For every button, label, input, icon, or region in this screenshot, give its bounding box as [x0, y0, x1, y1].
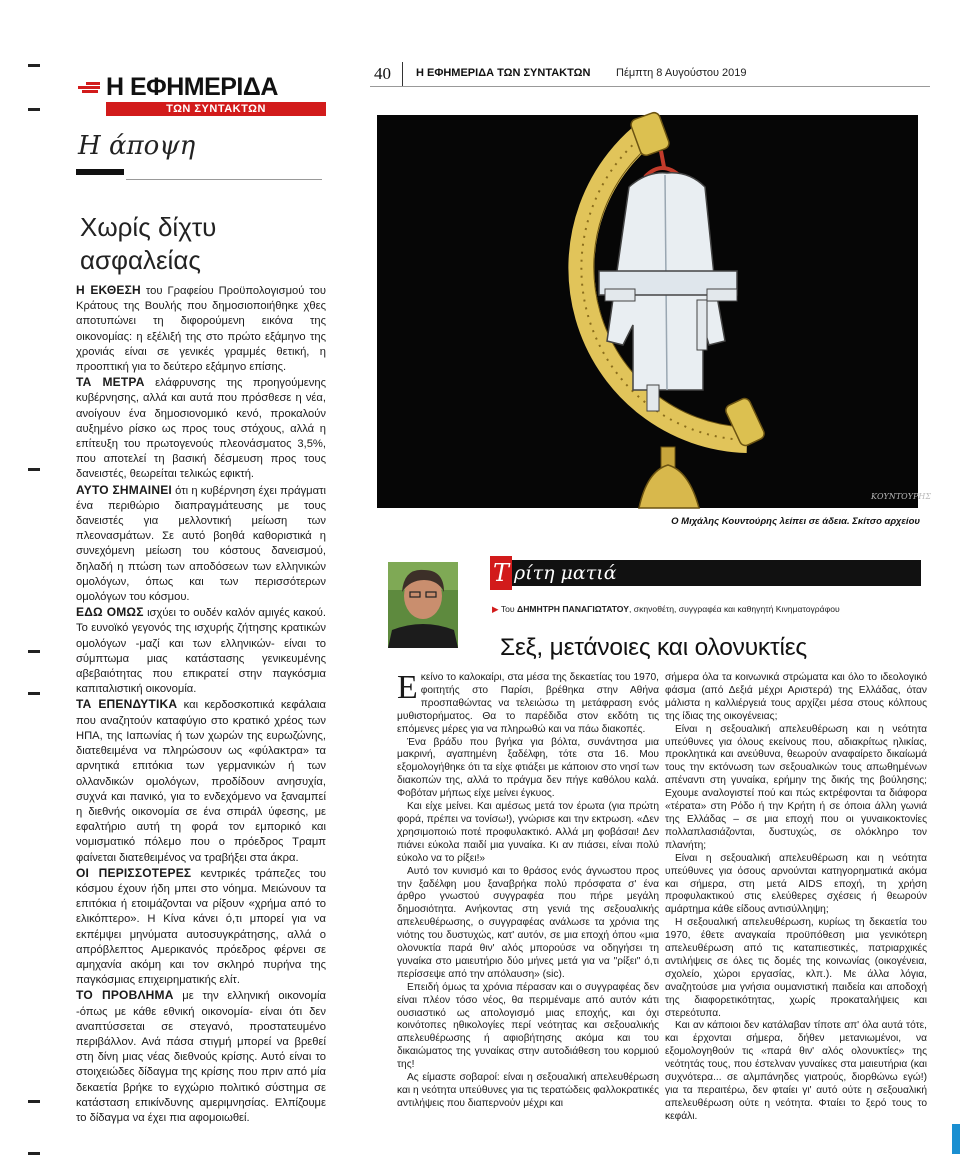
drop-cap: Ε: [397, 669, 418, 706]
section-rule-thin: [126, 179, 322, 180]
article-paragraph: Αυτό τον κυνισμό και το θράσος ενός άγνωστου προς την ξαδέλφη μου ξαναβρήκα πολύ πρόσφατα σ' ένα άρθρο γνωστού συγγραφέα που πήρε μεγάλη δημοσιότητα. Ανήκοντας στη γενιά της σεξουαλικής απελευθέρωσης, ο συγγραφέας ανάλωσε τα χρόνια της νιότης του δυστυχώς, κατ' αυτόν, σε μια εποχή όπου «μια ολονυκτία παρά θιν' αλός μπορούσε να οδηγήσει τη γυναίκα στο μαιευτήριο δύο μήνες μετά για να "ρίξει" ό,τι περίσσεψε από την απόλαυση» (sic).: [397, 865, 659, 980]
section-label: Η άποψη: [78, 131, 196, 161]
column-banner: [490, 560, 921, 586]
cartoon-caption: Ο Μιχάλης Κουντούρης λείπει σε άδεια. Σκίτσο αρχείου: [671, 516, 920, 527]
editorial-paragraph: ΕΔΩ ΟΜΩΣ ισχύει το ουδέν καλόν αμιγές κακού. Το ευνοϊκό γεγονός της ισχυρής ζήτησης κρατικών ομολόγων -μαζί και των ελληνικών- είναι το σύμπτωμα μιας κατάστασης γενικευμένης αβεβαιότητας που επικρατεί στην παγκόσμια καπιταλιστική οικονομία.: [76, 605, 326, 696]
byline-role: , σκηνοθέτη, συγγραφέα και καθηγητή Κινηματογράφου: [628, 604, 840, 614]
article-paragraph: Ας είμαστε σοβαροί: είναι η σεξουαλική απελευθέρωση και η νεότητα υπεύθυνες για τις τερατώδεις φαλλοκρατικές αντιλήψεις που διαπερνούν μέχρι και: [397, 1072, 659, 1109]
article-paragraph: Η σεξουαλική απελευθέρωση, κυρίως τη δεκαετία του 1970, έθετε αναγκαία προϋπόθεση μια γενικότερη απελευθέρωση από τις καταπιεστικές, πατριαρχικές αντιλήψεις σε όλες τις δομές της κοινωνίας (οικογένεια, σχολείο, χώροι εργασίας, κλπ.). Με άλλα λόγια, αναζητούσε μια γνήσια ουμανιστική παιδεία και αποδοχή της διαφορετικότητας, χωρίς προκαταλήψεις και στερεότυπα.: [665, 917, 927, 1019]
masthead-subtitle: ΤΩΝ ΣΥΝΤΑΚΤΩΝ: [106, 102, 326, 116]
logo-speed-lines-icon: [76, 82, 102, 92]
header-rule: [370, 86, 930, 87]
author-photo: [388, 562, 458, 648]
globe-straitjacket-illustration: [377, 115, 932, 508]
cartoon-image: [377, 115, 932, 508]
page-edge-tab: [952, 1124, 960, 1154]
masthead-logo: [76, 72, 326, 102]
section-rule-thick: [76, 169, 124, 175]
byline-author: ΔΗΜΗΤΡΗ ΠΑΝΑΓΙΩΤΑΤΟΥ: [517, 604, 629, 614]
article-column-right: [665, 672, 927, 1124]
editorial-column: [76, 72, 326, 1126]
byline-arrow-icon: ▶: [492, 604, 499, 614]
article-paragraph: Ένα βράδυ που βγήκα για βόλτα, συνάντησα μια μακρινή, αγαπημένη ξαδέλφη, τότε στα 16. Μου εξομολογήθηκε ότι τα είχε φτιάξει με κάποιον στο νησί των διακοπών της, αλλά το πράγμα δεν πήγε καθόλου καλά. Φοβόταν μήπως είχε μείνει έγκυος.: [397, 736, 659, 800]
article-paragraph: σήμερα όλα τα κοινωνικά στρώματα και όλο το ιδεολογικό φάσμα (από Δεξιά μέχρι Αριστερά) της Ελλάδας, όταν μάλιστα η καλλιέργειά τους αρχίζει μέσα στους κόλπους της ίδιας της οικογένειας;: [665, 672, 927, 722]
column-name: ρίτη ματιά: [514, 562, 617, 584]
editorial-headline: Χωρίς δίχτυ ασφαλείας: [80, 212, 217, 275]
article-title: Σεξ, μετάνοιες και ολονυκτίες: [500, 634, 808, 661]
article-paragraph: Εκείνο το καλοκαίρι, στα μέσα της δεκαετίας του 1970, φοιτητής στο Παρίσι, βρέθηκα στην Αθήνα προσπαθώντας να τελειώσω τη μετάφραση ενός μυθιστορήματος. Θα το παρέδιδα στον εκδότη τις επόμενες μέρες για να πληρωθώ και να πάω διακοπές.: [397, 669, 659, 735]
editorial-paragraph: Η ΕΚΘΕΣΗ του Γραφείου Προϋπολογισμού του Κράτους της Βουλής που δημοσιοποιήθηκε χθες αποτυπώνει τη διφορούμενη εικόνα της οικονομίας: η εξέλιξή της στο πρώτο εξάμηνο της χρονιάς είναι σε γενικές γραμμές θετική, η προοπτική για το δεύτερο εξάμηνο επίσης.: [76, 283, 326, 374]
article-paragraph: Είναι η σεξουαλική απελευθέρωση και η νεότητα υπεύθυνες για όλους εκείνους που, αδιακρίτως ηλικίας, προκλητικά και ανεύθυνα, θεωρούν αναφαίρετο δικαίωμά τους την εκτόνωση των σεξουαλικών τους απωθημένων απέναντι στη γυναίκα, ερήμην της δικής της βούλησης; Εχουμε αναλογιστεί πού και πώς εκτρέφονται τα διάφορα «τέρατα» στη Ρόδο ή την Κρήτη ή σε όποια άλλη γωνιά της Ελλάδας – σε μια εποχή που οι γυναικοκτονίες πολλαπλασιάζονται, δυστυχώς, σε ολόκληρο τον πλανήτη;: [665, 723, 927, 851]
editorial-paragraph: ΤΑ ΕΠΕΝΔΥΤΙΚΑ και κερδοσκοπικά κεφάλαια που αναζητούν καταφύγιο στο κρατικό χρέος των ΗΠΑ, της Ιαπωνίας ή των χωρών της ευρωζώνης, διατεθειμένα να πληρώσουν ως «φύλακτρα» τα αρνητικά επιτόκια των γερμανικών ή των ολλανδικών ομολόγων, προδίδουν ανησυχία, συχνά και πανικό, για το ενδεχόμενο να ξαναμπεί η διεθνής οικονομία σε ένα σπιράλ ύφεσης, με εφαλτήριο αυτή τη φορά τον εμπορικό και νομισματικό πόλεμο που ο πρόεδρος Τραμπ φαίνεται διατεθειμένος να τραβήξει στα άκρα.: [76, 697, 326, 864]
header-paper-name: Η ΕΦΗΜΕΡΙΔΑ ΤΩΝ ΣΥΝΤΑΚΤΩΝ: [416, 67, 591, 79]
editorial-paragraph: ΟΙ ΠΕΡΙΣΣΟΤΕΡΕΣ κεντρικές τράπεζες του κόσμου έχουν ήδη μπει στο νόημα. Μειώνουν τα επιτόκια ή ετοιμάζονται να ρίξουν «χρήμα από το ελικόπτερο». Η Κίνα κάνει ό,τι μπορεί για να εκπέμψει μηνύματα αυτοσυγκράτησης, αλλά ο απρόβλεπτος Αμερικανός πρόεδρος φέρνει σε αμηχανία ακόμη και τον σκληρό πυρήνα της παγκόσμιας επιχειρηματικής ελίτ.: [76, 865, 326, 987]
editorial-body: [76, 283, 326, 1126]
header-divider: [402, 62, 403, 86]
article-paragraph: Επειδή όμως τα χρόνια πέρασαν και ο συγγραφέας δεν είναι πλέον τόσο νέος, θα περιμέναμε από αυτόν κάτι ουσιαστικό ως απολογισμό μιας εποχής, και όχι κοινότοπες ηθικολογίες περί νεότητας και σεξουαλικής απελευθέρωσης ή αφιοβήτησης ακόμα και του δικαιώματος της γυναίκας στην αυτοδιάθεση του κορμιού της!: [397, 981, 659, 1071]
article-paragraph: Και αν κάποιοι δεν κατάλαβαν τίποτε απ' όλα αυτά τότε, και έρχονται σήμερα, δήθεν μετανιωμένοι, να εξομολογηθούν τις «παρά θιν' αλός ολονυκτίες» της νεότητάς τους, που έστελναν γυναίκες στα μαιευτήρια (και συχνότερα... σε αλμπάνηδες γιατρούς, διορθώνω εγώ!) για τα περαιτέρω, δεν φταίει γι' αυτό ούτε η σεξουαλική απελευθέρωση ούτε η νεότητα. Φταίει το ξερό τους το κεφάλι.: [665, 1020, 927, 1122]
editorial-paragraph: ΤΟ ΠΡΟΒΛΗΜΑ με την ελληνική οικονομία -όπως με κάθε εθνική οικονομία- είναι ότι δεν αναπτύσσεται σε στεγανό, προστατευμένο περιβάλλον. Ανά πάσα στιγμή μπορεί να βρεθεί στη δίνη μιας νέας διεθνούς κρίσης. Αυτό είναι το στοιχειώδες δίδαγμα της κρίσης που πριν από μία δεκαετία βρήκε το εγχώριο πολιτικό σύστημα σε κατάσταση επικίνδυνης αμεριμνησίας. Ελπίζουμε το δίδαγμα να έχει πια αφομοιωθεί.: [76, 988, 327, 1124]
masthead-title: Η ΕΦΗΜΕΡΙΔΑ: [106, 73, 278, 101]
article-paragraph: Είναι η σεξουαλική απελευθέρωση και η νεότητα υπεύθυνες για όσους αρνούνται κατηγορηματικά ακόμα και σήμερα, στη μετά AIDS εποχή, τη χρήση προφυλακτικού στις ελεύθερες σχέσεις ή θεωρούν αμάρτημα κάθε είδους αντισύλληψη;: [665, 852, 927, 916]
article-paragraph: Και είχε μείνει. Και αμέσως μετά τον έρωτα (για πρώτη φορά, πρέπει να τονίσω!), γνώρισε και την εκτρωση. «Δεν χρησιμοποιώ ποτέ προφυλακτικό. Αλλά μη φοβάσαι! Δεν πιάνει εύκολα παιδί μια γυναίκα. Κι αν πιάσει, είναι πολύ εύκολο να το ρίξει!»: [397, 801, 659, 864]
page-header: [370, 62, 930, 86]
page-number: 40: [374, 64, 391, 83]
editorial-paragraph: ΤΑ ΜΕΤΡΑ ελάφρυνσης της προηγούμενης κυβέρνησης, αλλά και αυτά που πρόσθεσε η νέα, ανοίγουν ένα δημοσιονομικό κενό, προκαλούν αυξημένο ρίσκο ως προς τους στόχους, αλλά η επίτευξη του πρωτογενούς πλεονάσματος 3,5%, που αποτελεί τη βασική δέσμευση προς τους δανειστές, θεωρείται τελικώς εφικτή.: [76, 375, 327, 481]
byline: ▶ Του ΔΗΜΗΤΡΗ ΠΑΝΑΓΙΩΤΑΤΟΥ, σκηνοθέτη, συγγραφέα και καθηγητή Κινηματογράφου: [492, 604, 840, 614]
cartoon-signature: ΚΟΥΝΤΟΥΡΗΣ: [871, 492, 932, 501]
editorial-paragraph: ΑΥΤΟ ΣΗΜΑΙΝΕΙ ότι η κυβέρνηση έχει πράγματι ένα περιθώριο διαπραγμάτευσης με τους δανειστές για μελλοντική μείωση των πλεονασμάτων. Σε αυτό βοηθά καθοριστικά η συνεχόμενη μείωση του κόστους δανεισμού, δηλαδή η πτώση των αποδόσεων των ελληνικών ομολόγων, όπως και των περισσότερων ομολόγων του κόσμου.: [76, 482, 326, 604]
article-column-left: [397, 669, 659, 1111]
header-date: Πέμπτη 8 Αυγούστου 2019: [616, 67, 747, 79]
column-banner-initial: Τ: [490, 556, 512, 590]
